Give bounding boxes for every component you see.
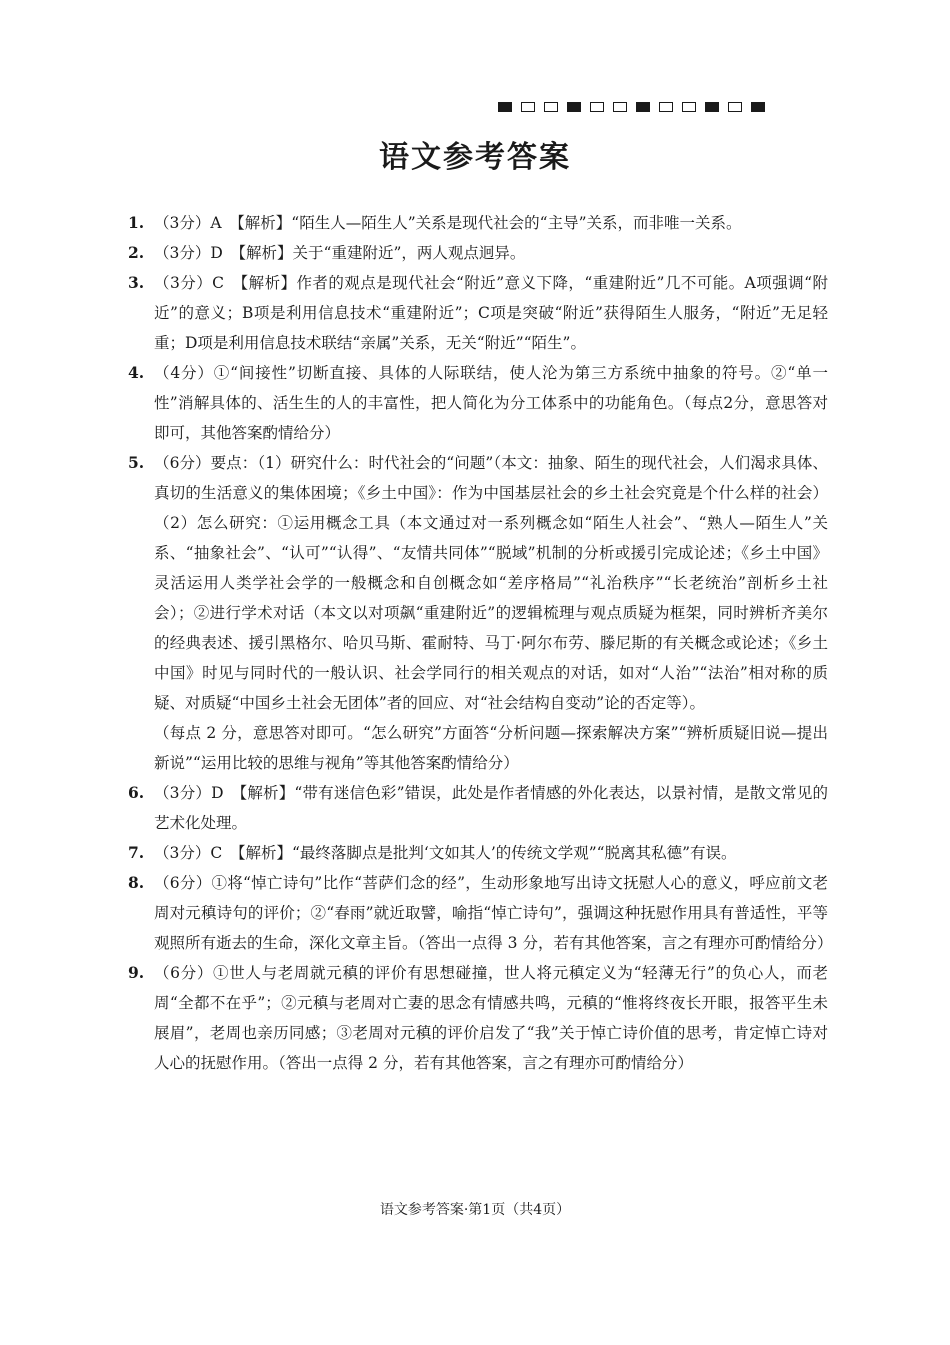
answer-item-9 <box>128 958 828 1078</box>
answer-item-1 <box>128 208 828 238</box>
header-mark <box>659 102 673 112</box>
header-mark <box>705 102 719 112</box>
answer-text: （3分）C 【解析】“最终落脚点是批判‘文如其人’的传统文学观”“脱离其私德”有误。 <box>154 844 737 862</box>
answer-text: （4分）①“间接性”切断直接、具体的人际联结，使人沦为第三方系统中抽象的符号。②“单一性”消解具体的、活生生的人的丰富性，把人简化为分工体系中的功能角色。（每点2分，意思答对即可，其他答案酌情给分） <box>154 364 828 442</box>
header-mark <box>544 102 558 112</box>
header-mark <box>613 102 627 112</box>
answer-text: （6分）①将“悼亡诗句”比作“菩萨们念的经”，生动形象地写出诗文抚慰人心的意义，呼应前文老周对元稹诗句的评价；②“春雨”就近取譬，喻指“悼亡诗句”，强调这种抚慰作用具有普适性，平等观照所有逝去的生命，深化文章主旨。（答出一点得 3 分，若有其他答案，言之有理亦可酌情给分） <box>154 874 833 952</box>
header-mark <box>521 102 535 112</box>
answer-text: （3分）C 【解析】作者的观点是现代社会“附近”意义下降，“重建附近”几不可能。A项强调“附近”的意义；B项是利用信息技术“重建附近”；C项是突破“附近”获得陌生人服务，“附近”无足轻重；D项是利用信息技术联结“亲属”关系，无关“附近”“陌生”。 <box>154 274 828 352</box>
answer-number: 1. <box>128 213 145 232</box>
answer-text: （3分）D 【解析】关于“重建附近”，两人观点迥异。 <box>154 244 526 262</box>
answer-text: （3分）A 【解析】“陌生人—陌生人”关系是现代社会的“主导”关系，而非唯一关系。 <box>154 214 742 232</box>
answer-text: （6分）①世人与老周就元稹的评价有思想碰撞，世人将元稹定义为“轻薄无行”的负心人，而老周“全都不在乎”；②元稹与老周对亡妻的思念有情感共鸣，元稹的“惟将终夜长开眼，报答平生未展眉”，老周也亲历同感；③老周对元稹的评价启发了“我”关于悼亡诗价值的思考，肯定悼亡诗对人心的抚慰作用。（答出一点得 2 分，若有其他答案，言之有理亦可酌情给分） <box>154 964 828 1072</box>
header-mark <box>751 102 765 112</box>
answer-number: 6. <box>128 783 145 802</box>
answer-text: （3分）D 【解析】“带有迷信色彩”错误，此处是作者情感的外化表达，以景衬情，是散文常见的艺术化处理。 <box>154 784 828 832</box>
answer-body <box>154 448 828 778</box>
answer-number: 7. <box>128 843 145 862</box>
answer-number: 8. <box>128 873 145 892</box>
answer-number: 4. <box>128 363 145 382</box>
answer-item-8 <box>128 868 833 958</box>
answer-item-2 <box>128 238 828 268</box>
answer-item-5 <box>128 448 828 778</box>
header-mark <box>498 102 512 112</box>
answer-list <box>128 208 833 1078</box>
header-mark <box>728 102 742 112</box>
answer-number: 3. <box>128 273 145 292</box>
header-marks <box>498 102 765 112</box>
page-title: 语文参考答案 <box>379 140 571 175</box>
page-footer: 语文参考答案·第1页（共4页） <box>379 1202 571 1218</box>
header-mark <box>636 102 650 112</box>
header-mark <box>682 102 696 112</box>
answer-item-7 <box>128 838 828 868</box>
answer-item-3 <box>128 268 828 358</box>
header-mark <box>590 102 604 112</box>
answer-item-6 <box>128 778 828 838</box>
answer-number: 9. <box>128 963 145 982</box>
answer-item-4 <box>128 358 828 448</box>
answer-number: 5. <box>128 453 145 472</box>
header-mark <box>567 102 581 112</box>
answer-text: （6分）要点：（1）研究什么：时代社会的“问题”（本文：抽象、陌生的现代社会，人们渴求具体、真切的生活意义的集体困境；《乡土中国》：作为中国基层社会的乡土社会究竟是个什么样的社会）（2）怎么研究：①运用概念工具（本文通过对一系列概念如“陌生人社会”、“熟人—陌生人”关系、“抽象社会”、“认可”“认得”、“友情共同体”“脱域”机制的分析或援引完成论述；《乡土中国》灵活运用人类学社会学的一般概念和自创概念如“差序格局”“礼治秩序”“长老统治”剖析乡土社会）；②进行学术对话（本文以对项飙“重建附近”的逻辑梳理与观点质疑为框架，同时辨析齐美尔的经典表述、援引黑格尔、哈贝马斯、霍耐特、马丁·阿尔布劳、滕尼斯的有关概念或论述；《乡土中国》时见与同时代的一般认识、社会学同行的相关观点的对话，如对“人治”“法治”相对称的质疑、对质疑“中国乡土社会无团体”者的回应、对“社会结构自变动”论的否定等）。 <box>154 454 828 712</box>
scoring-note: （每点 2 分，意思答对即可。“怎么研究”方面答“分析问题—探索解决方案”“辨析质疑旧说—提出新说”“运用比较的思维与视角”等其他答案酌情给分） <box>154 724 828 772</box>
answer-number: 2. <box>128 243 145 262</box>
